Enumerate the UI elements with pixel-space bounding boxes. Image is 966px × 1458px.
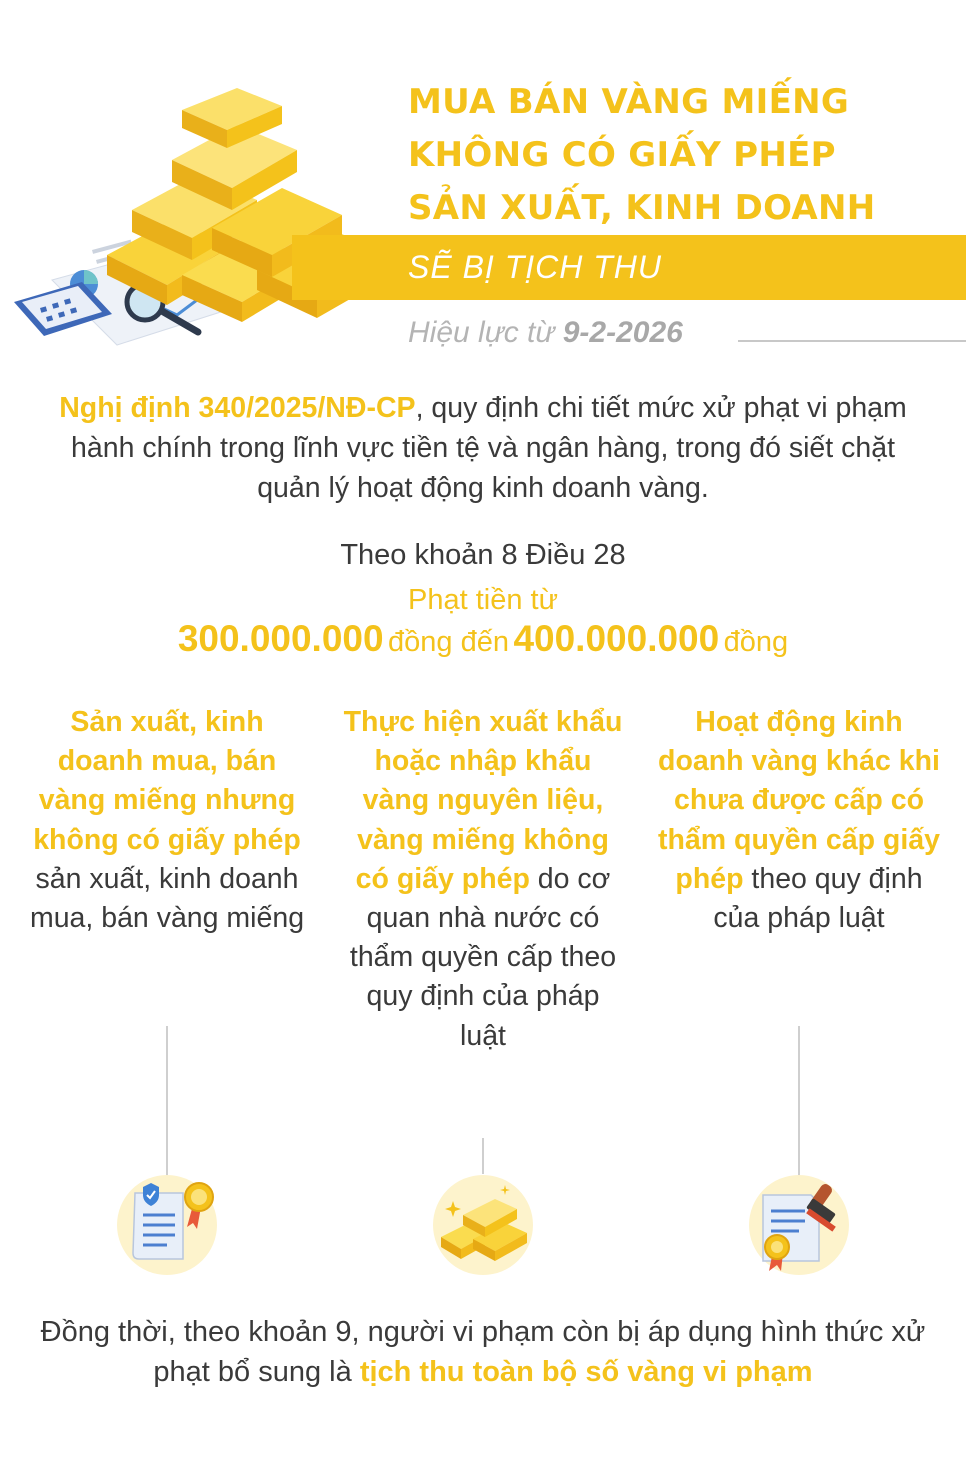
title-line-2: KHÔNG CÓ GIẤY PHÉP: [408, 135, 836, 175]
fine-mid: đồng đến: [388, 626, 509, 658]
fine-max: 400.000.000: [513, 618, 720, 659]
fine-amount: [0, 618, 966, 660]
confiscation-banner: [292, 235, 966, 300]
violation-highlight: Hoạt động kinh doanh vàng khác khi chưa được cấp có thẩm quyền cấp giấy phép: [658, 706, 940, 895]
clause-reference: Theo khoản 8 Điều 28: [340, 539, 626, 571]
violation-highlight: Sản xuất, kinh doanh mua, bán vàng miếng nhưng không có giấy phép: [33, 706, 301, 856]
footer-note: [20, 1312, 946, 1392]
footer-highlight: tịch thu toàn bộ số vàng vi phạm: [359, 1356, 813, 1388]
connector-line: [482, 1138, 484, 1174]
intro-paragraph: [40, 388, 926, 508]
violation-text: do cơ quan nhà nước có thẩm quyền cấp theo quy định của pháp luật: [349, 862, 617, 1052]
gold-bars-icon: [433, 1175, 533, 1275]
gold-bars-illustration: [12, 70, 412, 370]
effective-date: [408, 316, 683, 350]
connector-line: [798, 1026, 800, 1176]
page-title: [408, 76, 948, 235]
decree-name: Nghị định 340/2025/NĐ-CP: [59, 392, 416, 424]
stamp-document-icon: [749, 1175, 849, 1275]
intro-text: , quy định chi tiết mức xử phạt vi phạm hành chính trong lĩnh vực tiền tệ và ngân hàng, trong đó siết chặt quản lý hoạt động kinh doanh vàng.: [71, 392, 907, 504]
divider: [738, 340, 966, 342]
title-line-1: MUA BÁN VÀNG MIẾNG: [408, 82, 850, 122]
certificate-icon: [117, 1175, 217, 1275]
violation-highlight: Thực hiện xuất khẩu hoặc nhập khẩu vàng nguyên liệu, vàng miếng không có giấy phép: [343, 706, 623, 895]
fine-label: Phạt tiền từ: [408, 584, 558, 616]
violation-text: theo quy định của pháp luật: [713, 862, 923, 935]
violation-column-3: [658, 703, 940, 938]
effective-prefix: Hiệu lực từ: [408, 316, 555, 349]
fine-min: 300.000.000: [177, 618, 384, 659]
footer-text: Đồng thời, theo khoản 9, người vi phạm còn bị áp dụng hình thức xử phạt bổ sung là: [40, 1316, 926, 1388]
fine-unit: đồng: [723, 626, 789, 658]
effective-date-value: 9-2-2026: [562, 316, 683, 349]
title-line-3: SẢN XUẤT, KINH DOANH: [408, 188, 876, 228]
banner-text: SẼ BỊ TỊCH THU: [408, 249, 663, 285]
violation-text: sản xuất, kinh doanh mua, bán vàng miếng: [29, 862, 305, 935]
violation-column-1: [26, 703, 308, 938]
connector-line: [166, 1026, 168, 1176]
violation-column-2: [342, 703, 624, 1056]
